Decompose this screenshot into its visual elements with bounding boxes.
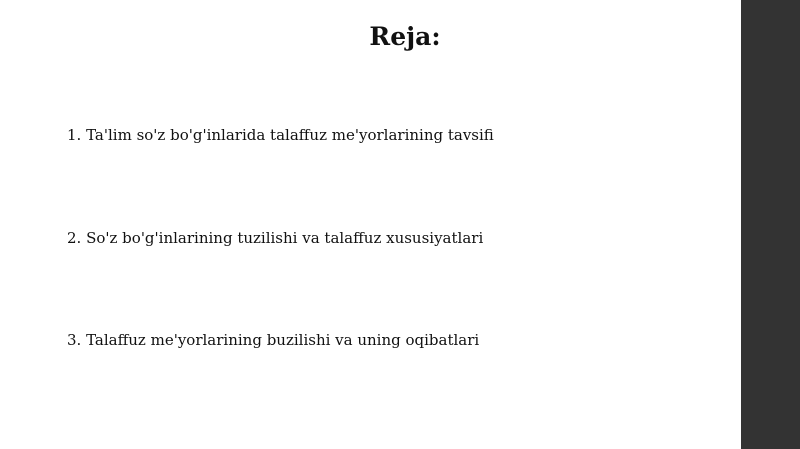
- right-sidebar-panel: [741, 0, 800, 449]
- plan-item-3: 3. Talaffuz me'yorlarining buzilishi va uning oqibatlari: [67, 331, 480, 349]
- plan-item-2: 2. So'z bo'g'inlarining tuzilishi va talaffuz xususiyatlari: [67, 229, 484, 247]
- plan-item-1: 1. Ta'lim so'z bo'g'inlarida talaffuz me'yorlarining tavsifi: [67, 126, 494, 144]
- slide-title: Reja:: [369, 22, 441, 51]
